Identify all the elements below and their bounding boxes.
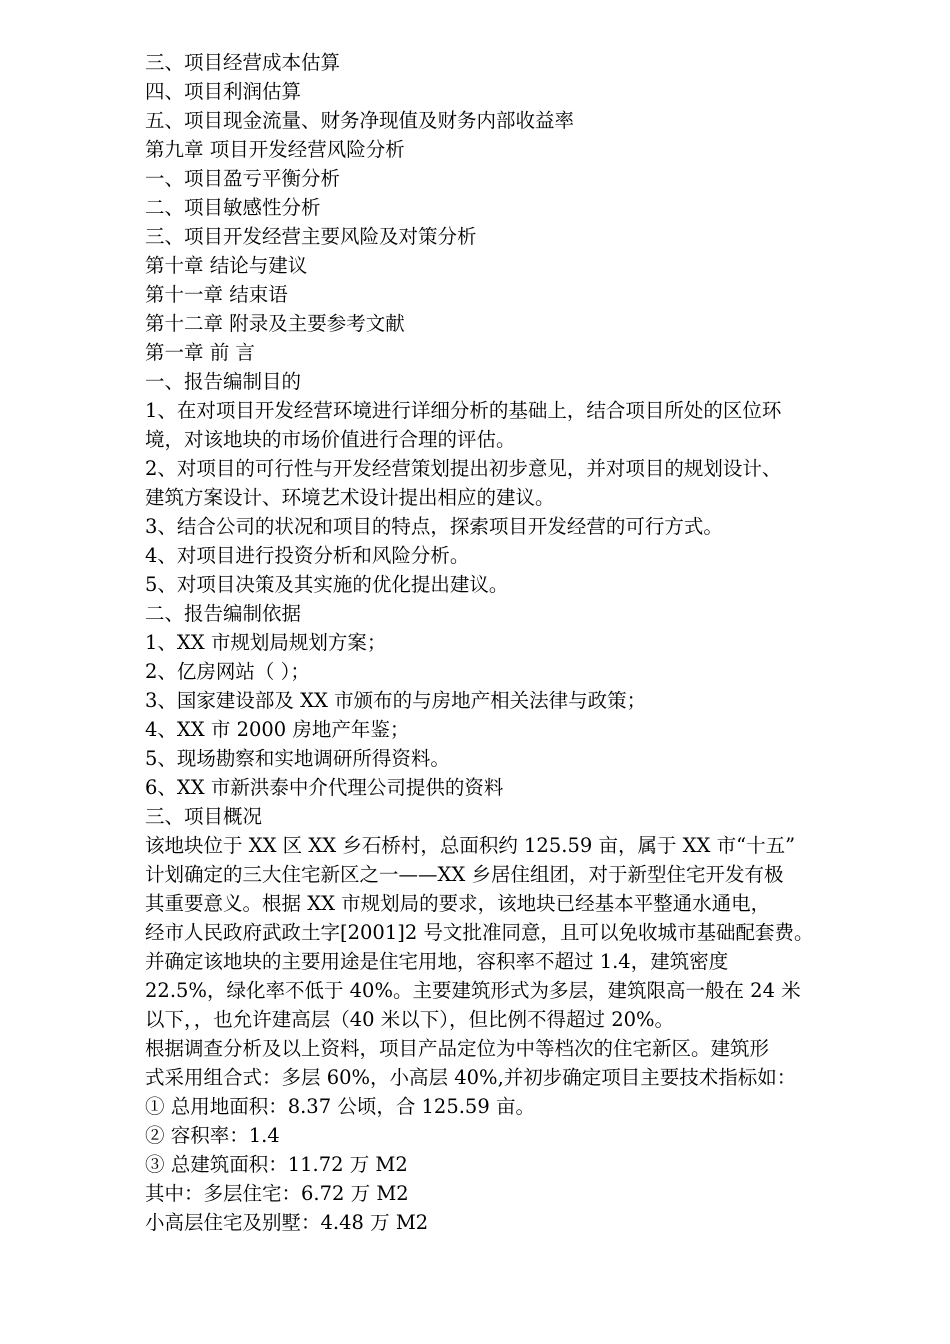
text-line: 五、项目现金流量、财务净现值及财务内部收益率 [145,109,575,132]
text-line: ③ 总建筑面积：11.72 万 M2 [145,1153,408,1176]
text-line: 二、项目敏感性分析 [145,196,321,219]
text-line: 6、XX 市新洪泰中介代理公司提供的资料 [145,776,504,799]
section-heading: 二、报告编制依据 [145,602,302,625]
text-line: 计划确定的三大住宅新区之一——XX 乡居住组团，对于新型住宅开发有极 [145,863,784,886]
text-line: 1、在对项目开发经营环境进行详细分析的基础上，结合项目所处的区位环 [145,399,782,422]
text-line: 建筑方案设计、环境艺术设计提出相应的建议。 [145,486,555,509]
text-line: 四、项目利润估算 [145,80,302,103]
text-line: 三、项目经营成本估算 [145,51,341,74]
text-line: ② 容积率：1.4 [145,1124,280,1147]
text-line: 1、XX 市规划局规划方案； [145,631,387,654]
text-line: 以下，，也允许建高层（40 米以下），但比例不得超过 20%。 [145,1008,675,1031]
chapter-heading: 第十二章 附录及主要参考文献 [145,312,405,335]
text-line: 经市人民政府武政土字[2001]2 号文批准同意，且可以免收城市基础配套费。 [145,921,814,944]
text-line: 22.5%，绿化率不低于 40%。主要建筑形式为多层，建筑限高一般在 24 米 [145,979,801,1002]
chapter-heading: 第十一章 结束语 [145,283,288,306]
text-line: 4、对项目进行投资分析和风险分析。 [145,544,470,567]
text-line: 小高层住宅及别墅：4.48 万 M2 [145,1211,429,1234]
document-page [145,48,885,1237]
text-line: 根据调查分析及以上资料，项目产品定位为中等档次的住宅新区。建筑形 [145,1037,770,1060]
text-line: 三、项目开发经营主要风险及对策分析 [145,225,477,248]
text-line: 并确定该地块的主要用途是住宅用地，容积率不超过 1.4，建筑密度 [145,950,729,973]
section-heading: 三、项目概况 [145,805,263,828]
text-line: 其中：多层住宅：6.72 万 M2 [145,1182,409,1205]
chapter-heading: 第十章 结论与建议 [145,254,308,277]
text-line: 4、XX 市 2000 房地产年鉴； [145,718,410,741]
text-line: 2、对项目的可行性与开发经营策划提出初步意见，并对项目的规划设计、 [145,457,782,480]
text-line: 一、项目盈亏平衡分析 [145,167,341,190]
text-line: 5、现场勘察和实地调研所得资料。 [145,747,450,770]
text-line: 式采用组合式：多层 60%，小高层 40%,并初步确定项目主要技术指标如： [145,1066,797,1089]
text-line: 该地块位于 XX 区 XX 乡石桥村，总面积约 125.59 亩，属于 XX 市“十五” [145,834,796,857]
text-line: 其重要意义。根据 XX 市规划局的要求，该地块已经基本平整通水通电， [145,892,771,915]
text-line: 2、亿房网站（ ）； [145,660,310,683]
text-line: ① 总用地面积：8.37 公顷，合 125.59 亩。 [145,1095,535,1118]
text-line: 5、对项目决策及其实施的优化提出建议。 [145,573,509,596]
section-heading: 一、报告编制目的 [145,370,302,393]
chapter-heading: 第一章 前 言 [145,341,255,364]
text-line: 境，对该地块的市场价值进行合理的评估。 [145,428,516,451]
text-line: 3、结合公司的状况和项目的特点，探索项目开发经营的可行方式。 [145,515,723,538]
text-line: 3、国家建设部及 XX 市颁布的与房地产相关法律与政策； [145,689,647,712]
chapter-heading: 第九章 项目开发经营风险分析 [145,138,405,161]
